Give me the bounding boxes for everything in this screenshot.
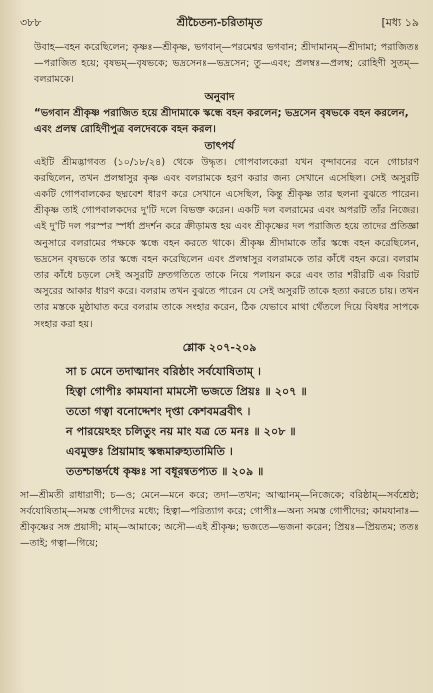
page-number: ৩৮৮ [20, 16, 42, 29]
word-gloss-top: উবাহ—বহন করেছিলেন; কৃষ্ণঃ—শ্রীকৃষ্ণ, ভগবান্—পরমেশ্বর ভগবান; শ্রীদামানম্—শ্রীদামা; পরাজিতঃ—পরাজিত হয়ে; বৃষভম্—বৃষভকে; ভদ্রসেনঃ—ভদ্রসেন; তু—এবং; প্রলম্বঃ—প্রলম্ব; রোহিণী সুতম্—বলরামকে। [34, 42, 419, 86]
verse-line: ন পারয়েঽহং চলিতুং নয় মাং যত্র তে মনঃ ॥ ২০৮ ॥ [66, 424, 296, 438]
translation-text: “ভগবান শ্রীকৃষ্ণ পরাজিত হয়ে শ্রীদামাকে স্কন্ধে বহন করলেন; ভদ্রসেন বৃষভকে বহন করলেন, এবং প্রলম্ব রোহিণীপুত্র বলদেবকে বহন করল। [34, 107, 409, 135]
section-label: [মধ্য ১৯ [381, 16, 419, 29]
verse-title: শ্লোক ২০৭-২০৯ [182, 340, 257, 354]
word-gloss-bottom: সা—শ্রীমতী রাধারাণী; চ—ও; মেনে—মনে করে; তদা—তখন; আত্মানম্—নিজেকে; বরিষ্ঠাম্—সর্বশ্রেষ্ঠ; সর্বযোষিতাম্—সমস্ত গোপীদের মধ্যে; হিত্বা—পরিত্যাগ করে; গোপীঃ—অন্য সমস্ত গোপীদের; কামযানাঃ—শ্রীকৃষ্ণের সঙ্গ প্রয়াসী; মাম্—আমাকে; অসৌ—এই শ্রীকৃষ্ণ; ভজতে—ভজনা করেন; প্রিয়ঃ—প্রিয়তম; ততঃ—তাই; গত্বা—গিয়ে; [20, 489, 419, 550]
verse-line: ততশ্চান্তর্দধে কৃষ্ণঃ সা বধূরন্বতপ্যত ॥ ২০৯ ॥ [66, 464, 264, 478]
verse-line: সা চ মেনে তদাত্মানং বরিষ্ঠাং সর্বযোষিতাম্ । [66, 364, 261, 378]
translation-heading: অনুবাদ [204, 90, 235, 103]
verse-line: এবমুক্তঃ প্রিয়ামাহ স্কন্ধমারুহ্যতামিতি । [66, 444, 233, 458]
verse-block [66, 362, 419, 482]
purport-heading: তাৎপর্য [204, 139, 235, 152]
page-header [20, 14, 419, 40]
verse-line: হিত্বা গোপীঃ কামযানা মামসৌ ভজতে প্রিয়ঃ ॥ ২০৭ ॥ [66, 384, 307, 398]
running-title: শ্রীচৈতন্য-চরিতামৃত [176, 16, 263, 29]
verse-line: ততো গত্বা বনোদ্দেশং দৃপ্তা কেশবমব্রবীৎ । [66, 404, 251, 418]
purport-text: এইটি শ্রীমদ্ভাগবত (১০/১৮/২৪) থেকে উদ্ধৃত। গোপবালকেরা যখন বৃন্দাবনের বনে গোচারণ করছিলেন, তখন প্রলম্বাসুর কৃষ্ণ এবং বলরামকে হরণ করার জন্য সেখানে এসেছিল। সেই অসুরটি একটি গোপবালকের ছদ্মবেশ ধারণ করে সেখানে এসেছিল, কিন্তু শ্রীকৃষ্ণ তার ছলনা বুঝতে পারেন। শ্রীকৃষ্ণ তাই গোপবালকদের দু'টি দলে বিভক্ত করেন। একটি দল বলরামের এবং অপরটি তাঁর নিজের। এই দু'টি দল পরস্পর স্পর্ধা প্রদর্শন করে ক্রীড়ামত্ত হয় এবং শ্রীকৃষ্ণের দল পরাজিত হয়ে তাদের প্রতিজ্ঞা অনুসারে বলরামের পক্ষকে স্কন্ধে বহন করতে থাকে। শ্রীকৃষ্ণ শ্রীদামাকে তাঁর স্কন্ধে বহন করেছিলেন, ভদ্রসেন বৃষভকে তার স্কন্ধে বহন করেছিলেন এবং প্রলম্বাসুর বলরামকে তার কাঁধে বহন করে। বলরাম তার কাঁধে চড়লে সেই অসুরটি দ্রুতগতিতে তাকে নিয়ে পলায়ন করে এবং তার শরীরটি এক বিরাট অসুরের আকার ধারণ করে। বলরাম তখন বুঝতে পারেন যে সেই অসুরটি তাকে হত্যা করতে চায়। তখন তার মস্তকে মুষ্ঠাঘাত করে বলরাম তাকে সংহার করেন, ঠিক যেভাবে মাথা থেঁতলে দিয়ে বিষধর সাপকে সংহার করা হয়। [34, 156, 419, 330]
